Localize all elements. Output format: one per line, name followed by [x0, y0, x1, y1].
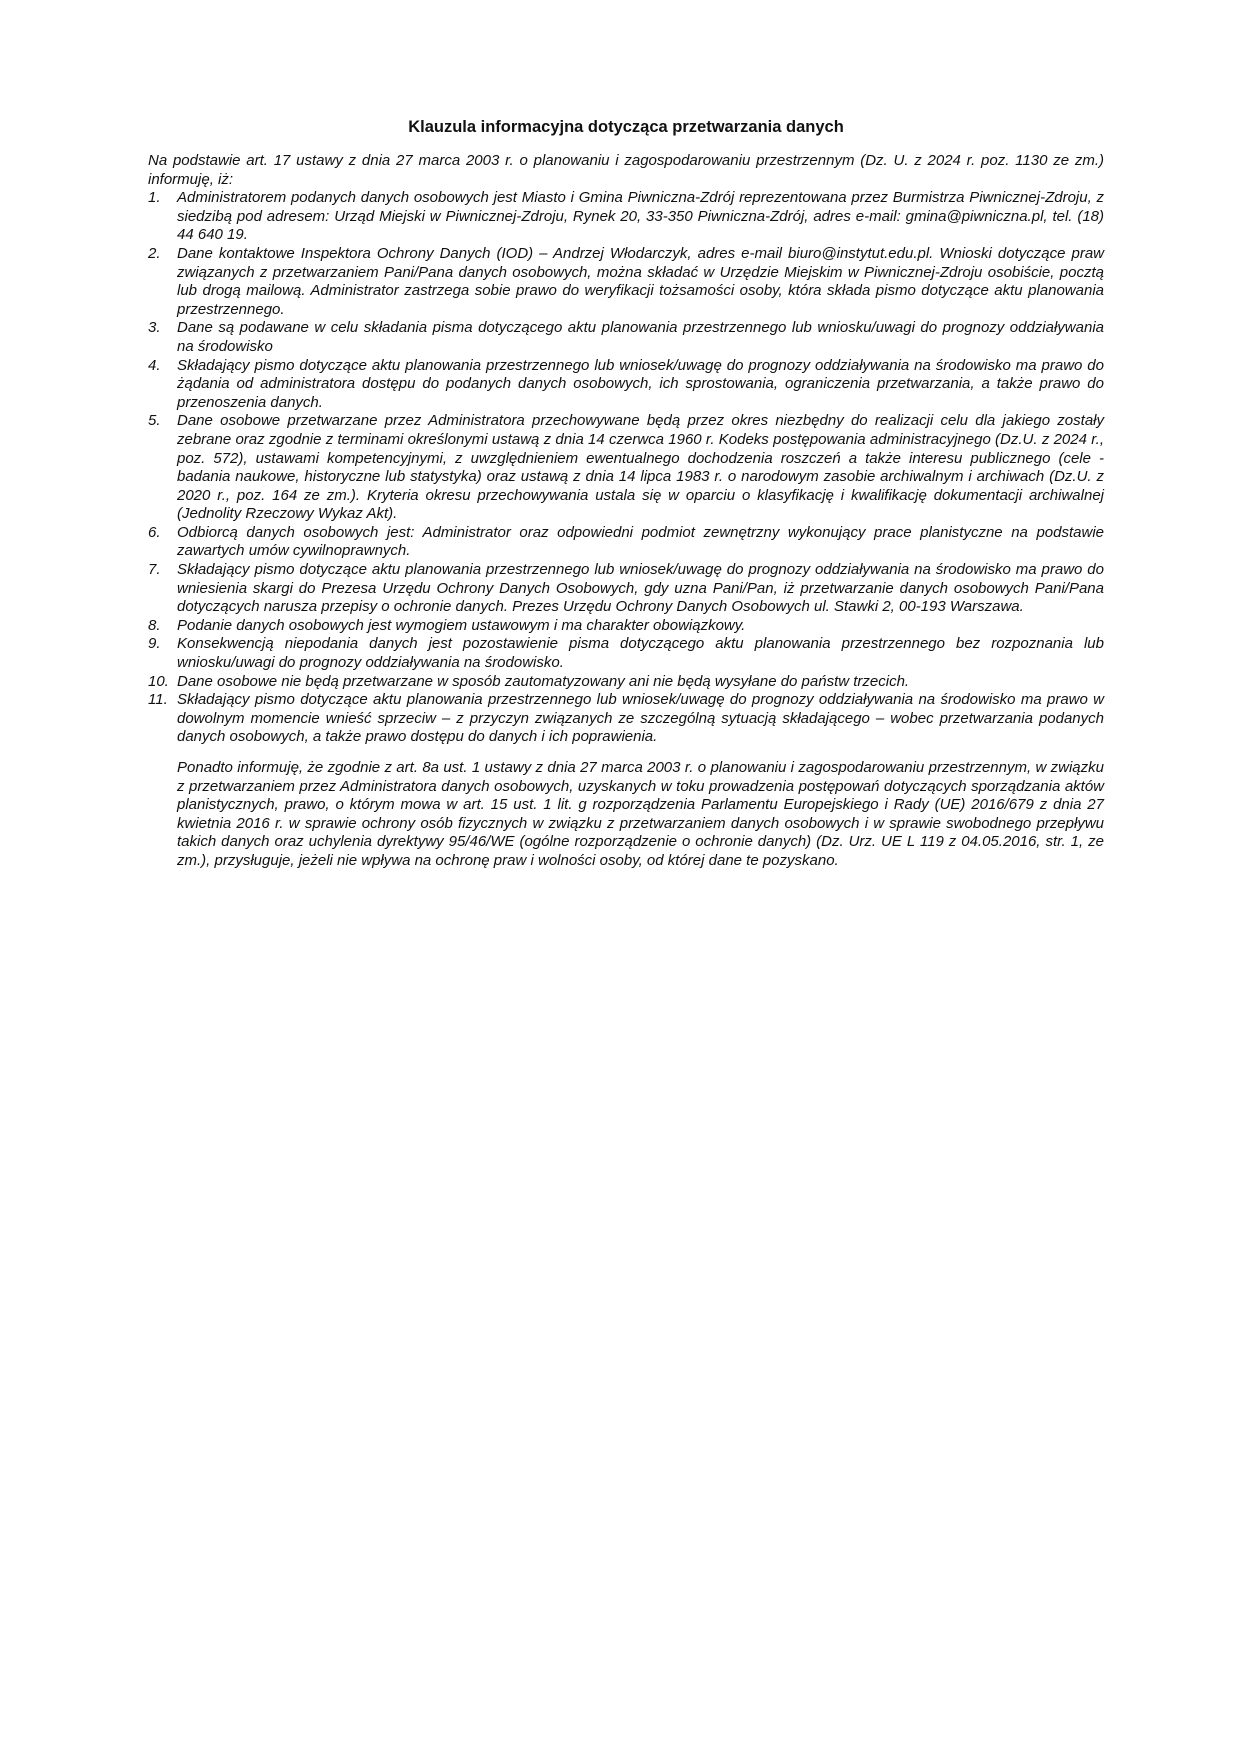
- clause-number: 8.: [148, 616, 161, 634]
- clause-text: Dane osobowe nie będą przetwarzane w sposób zautomatyzowany ani nie będą wysyłane do państw trzecich.: [177, 672, 910, 690]
- clause-number: 7.: [148, 561, 161, 579]
- clause-item: [148, 245, 1104, 319]
- document-title: Klauzula informacyjna dotycząca przetwarzania danych: [408, 118, 844, 136]
- clause-item: [148, 319, 1104, 356]
- clause-item: [148, 357, 1104, 413]
- closing-paragraph: Ponadto informuję, że zgodnie z art. 8a ust. 1 ustawy z dnia 27 marca 2003 r. o planowaniu i zagospodarowaniu przestrzennym, w związku z przetwarzaniem przez Administratora danych osobowych, uzyskanych w toku prowadzenia postępowań dotyczących sporządzania aktów planistycznych, prawo, o którym mowa w art. 15 ust. 1 lit. g rozporządzenia Parlamentu Europejskiego i Rady (UE) 2016/679 z dnia 27 kwietnia 2016 r. w sprawie ochrony osób fizycznych w związku z przetwarzaniem danych osobowych i w sprawie swobodnego przepływu takich danych oraz uchylenia dyrektywy 95/46/WE (ogólne rozporządzenie o ochronie danych) (Dz. Urz. UE L 119 z 04.05.2016, str. 1, ze zm.), przysługuje, jeżeli nie wpływa na ochronę praw i wolności osoby, od której dane te pozyskano.: [177, 759, 1104, 869]
- clause-text: Składający pismo dotyczące aktu planowania przestrzennego lub wniosek/uwagę do prognozy oddziaływania na środowisko ma prawo do wniesienia skargi do Prezesa Urzędu Ochrony Danych Osobowych, gdy uzna Pani/Pan, iż przetwarzanie danych osobowych Pani/Pana dotyczących narusza przepisy o ochronie danych. Prezes Urzędu Ochrony Danych Osobowych ul. Stawki 2, 00-193 Warszawa.: [177, 561, 1104, 616]
- clause-item: [148, 412, 1104, 524]
- clause-text: Składający pismo dotyczące aktu planowania przestrzennego lub wniosek/uwagę do prognozy oddziaływania na środowisko ma prawo w dowolnym momencie wnieść sprzeciw – z przyczyn związanych ze szczególną sytuacją składającego – wobec przetwarzania podanych danych osobowych, a także prawo dostępu do danych i ich poprawienia.: [177, 691, 1104, 746]
- clause-text: Składający pismo dotyczące aktu planowania przestrzennego lub wniosek/uwagę do prognozy oddziaływania na środowisko ma prawo do żądania od administratora dostępu do podanych danych osobowych, ich sprostowania, ograniczenia przetwarzania, a także prawo do przenoszenia danych.: [177, 356, 1104, 411]
- document-body: [148, 152, 1104, 871]
- clause-number: 10.: [148, 672, 169, 690]
- clause-number: 6.: [148, 523, 161, 541]
- clause-item: [148, 561, 1104, 617]
- clause-text: Podanie danych osobowych jest wymogiem ustawowym i ma charakter obowiązkowy.: [177, 616, 746, 634]
- clause-text: Dane są podawane w celu składania pisma dotyczącego aktu planowania przestrzennego lub wniosku/uwagi do prognozy oddziaływania na środowisko: [177, 319, 1104, 355]
- intro-paragraph: Na podstawie art. 17 ustawy z dnia 27 marca 2003 r. o planowaniu i zagospodarowaniu przestrzennym (Dz. U. z 2024 r. poz. 1130 ze zm.) informuję, iż:: [148, 152, 1104, 188]
- clause-number: 4.: [148, 356, 161, 374]
- clause-text: Dane osobowe przetwarzane przez Administratora przechowywane będą przez okres niezbędny do realizacji celu dla jakiego zostały zebrane oraz zgodnie z terminami określonymi ustawą z dnia 14 czerwca 1960 r. Kodeks postępowania administracyjnego (Dz.U. z 2024 r., poz. 572), ustawami kompetencyjnymi, z uwzględnieniem ewentualnego dochodzenia roszczeń a także interesu publicznego (cele - badania naukowe, historyczne lub statystyka) oraz ustawą z dnia 14 lipca 1983 r. o narodowym zasobie archiwalnym i archiwach (Dz.U. z 2020 r., poz. 164 ze zm.). Kryteria okresu przechowywania ustala się w oparciu o klasyfikację i kwalifikację dokumentacji archiwalnej (Jednolity Rzeczowy Wykaz Akt).: [177, 412, 1104, 523]
- clause-text: Dane kontaktowe Inspektora Ochrony Danych (IOD) – Andrzej Włodarczyk, adres e-mail biuro@instytut.edu.pl. Wnioski dotyczące praw związanych z przetwarzaniem Pani/Pana danych osobowych, można składać w Urzędzie Miejskim w Piwnicznej-Zdroju osobiście, pocztą lub drogą mailową. Administrator zastrzega sobie prawo do weryfikacji tożsamości osoby, która składa pismo dotyczące aktu planowania przestrzennego.: [177, 244, 1104, 318]
- clause-item: [148, 524, 1104, 561]
- clause-number: 1.: [148, 189, 161, 207]
- clause-item: [148, 691, 1104, 747]
- clause-text: Administratorem podanych danych osobowych jest Miasto i Gmina Piwniczna-Zdrój reprezentowana przez Burmistrza Piwnicznej-Zdroju, z siedzibą pod adresem: Urząd Miejski w Piwnicznej-Zdroju, Rynek 20, 33-350 Piwniczna-Zdrój, adres e-mail: gmina@piwniczna.pl, tel. (18) 44 640 19.: [177, 189, 1104, 244]
- clause-list: [148, 189, 1104, 747]
- clause-text: Odbiorcą danych osobowych jest: Administrator oraz odpowiedni podmiot zewnętrzny wykonujący prace planistyczne na podstawie zawartych umów cywilnoprawnych.: [177, 523, 1104, 560]
- clause-text: Konsekwencją niepodania danych jest pozostawienie pisma dotyczącego aktu planowania przestrzennego bez rozpoznania lub wniosku/uwagi do prognozy oddziaływania na środowisko.: [177, 635, 1104, 672]
- clause-item: [148, 189, 1104, 245]
- clause-number: 5.: [148, 412, 161, 430]
- document-page: [148, 116, 1104, 871]
- clause-item: [148, 635, 1104, 672]
- clause-item: [148, 617, 1104, 636]
- clause-number: 2.: [148, 244, 161, 262]
- clause-item: [148, 673, 1104, 692]
- clause-number: 11.: [148, 691, 168, 709]
- clause-number: 3.: [148, 319, 161, 337]
- clause-number: 9.: [148, 635, 161, 653]
